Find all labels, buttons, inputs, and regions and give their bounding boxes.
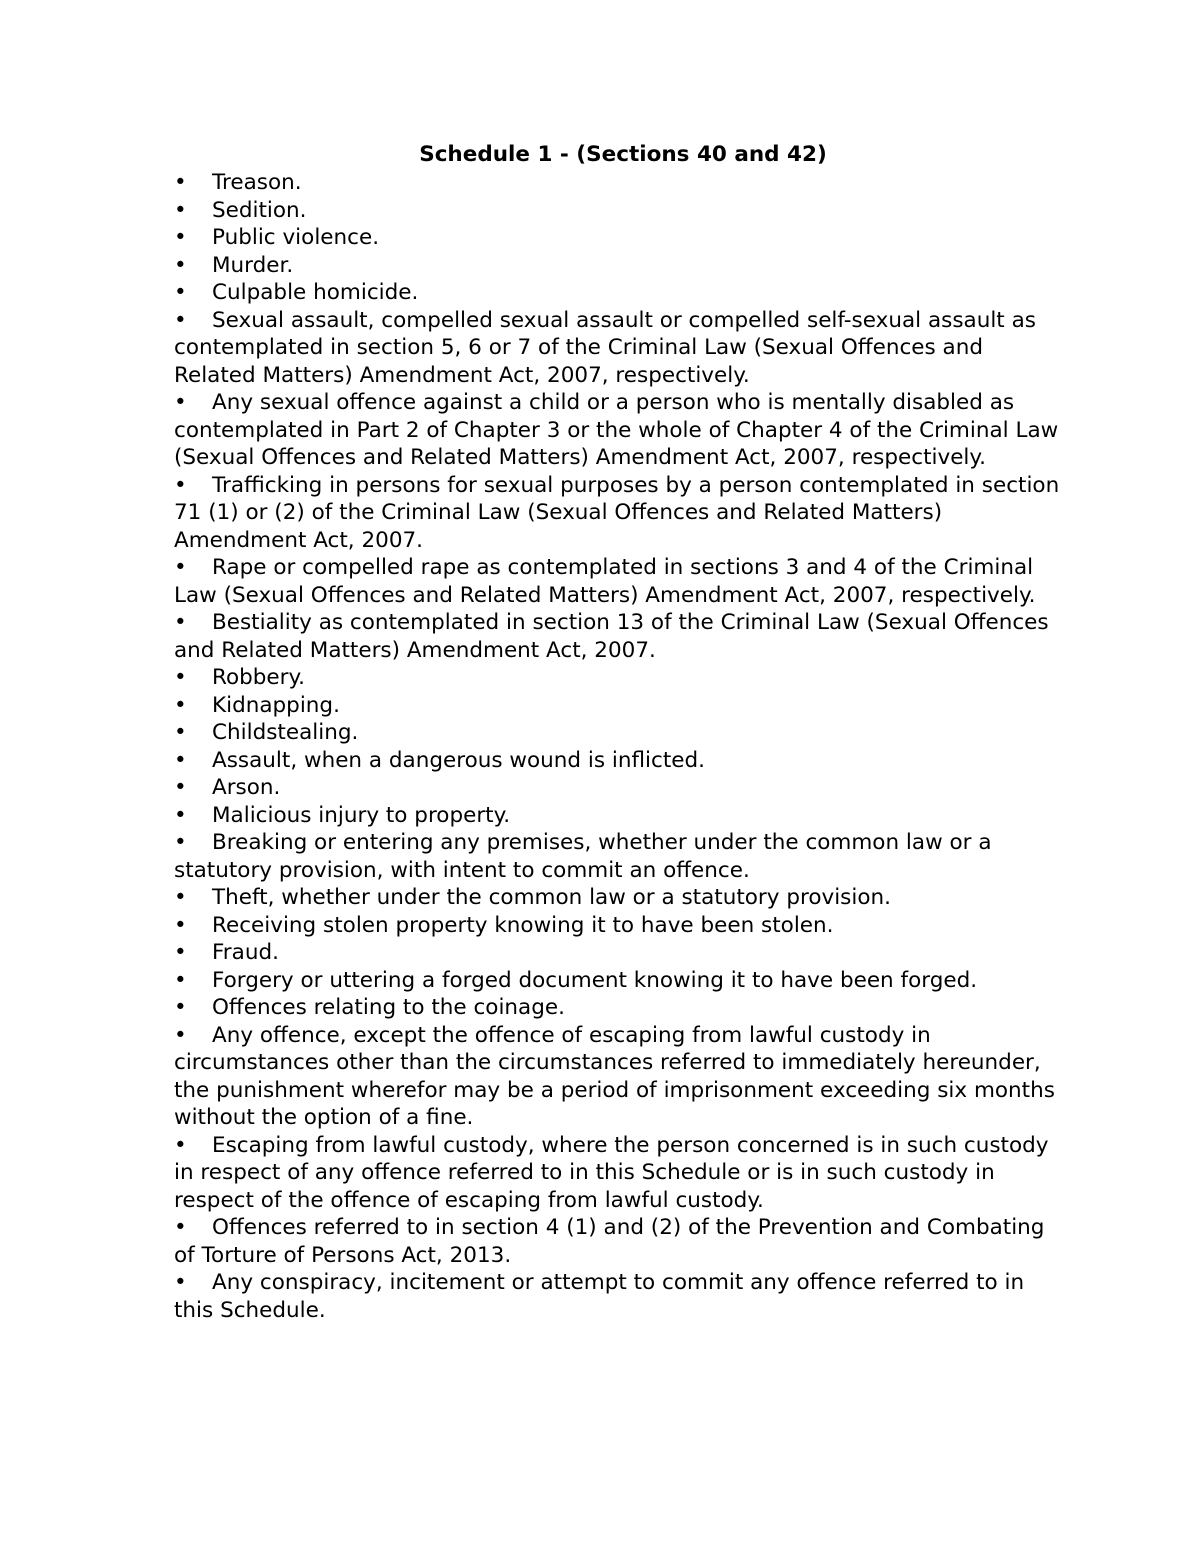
list-item-text: Forgery or uttering a forged document knowing it to have been forged.	[212, 967, 978, 993]
bullet-icon: •	[174, 1215, 187, 1240]
list-item	[174, 1214, 1064, 1269]
list-item	[174, 389, 1064, 472]
list-item-text: Offences referred to in section 4 (1) and (2) of the Prevention and Combating of Torture of Persons Act, 2013.	[174, 1215, 1045, 1268]
bullet-icon: •	[174, 692, 187, 718]
list-item-text: Bestiality as contemplated in section 13 of the Criminal Law (Sexual Offences and Related Matters) Amendment Act, 2007.	[174, 610, 1049, 663]
list-item	[174, 719, 1064, 747]
list-item-text: Malicious injury to property.	[212, 802, 511, 828]
bullet-icon: •	[174, 995, 187, 1020]
list-item	[174, 224, 1064, 252]
list-item-text: Robbery.	[212, 665, 305, 690]
bullet-icon: •	[174, 775, 187, 800]
list-item	[174, 692, 1064, 720]
list-item-text: Childstealing.	[212, 720, 359, 745]
list-item	[174, 884, 1064, 912]
bullet-icon: •	[174, 830, 187, 855]
bullet-icon: •	[174, 940, 187, 965]
bullet-icon: •	[174, 720, 187, 745]
list-item	[174, 1132, 1064, 1215]
list-item	[174, 472, 1064, 555]
list-item	[174, 1022, 1064, 1132]
list-item-text: Trafficking in persons for sexual purposes by a person contemplated in section 71 (1) or (2) of the Criminal Law (Sexual Offences and Related Matters) Amendment Act, 2007.	[174, 472, 1060, 553]
bullet-icon: •	[174, 225, 187, 250]
list-item-text: Murder.	[212, 252, 294, 278]
list-item-text: Theft, whether under the common law or a statutory provision.	[212, 885, 891, 910]
list-item	[174, 774, 1064, 802]
page-title: Schedule 1 - (Sections 40 and 42)	[419, 142, 827, 167]
list-item-text: Any conspiracy, incitement or attempt to commit any offence referred to in this Schedule.	[174, 1270, 1025, 1323]
list-item	[174, 279, 1064, 307]
list-item-text: Any sexual offence against a child or a person who is mentally disabled as contemplated in Part 2 of Chapter 3 or the whole of Chapter 4 of the Criminal Law (Sexual Offences and Related Matters) Amendment Act, 2007, respectively.	[174, 390, 1059, 470]
list-item-text: Any offence, except the offence of escaping from lawful custody in circumstances other than the circumstances referred to immediately hereunder, the punishment wherefor may be a period of imprisonment exceeding six months without the option of a fine.	[174, 1022, 1055, 1130]
schedule-list	[174, 169, 1064, 1324]
list-item	[174, 994, 1064, 1022]
list-item	[174, 609, 1064, 664]
bullet-icon: •	[174, 967, 187, 993]
list-item	[174, 197, 1064, 225]
list-item-text: Offences relating to the coinage.	[212, 995, 565, 1020]
list-item-text: Sedition.	[212, 197, 307, 223]
list-item	[174, 169, 1064, 197]
list-item-text: Assault, when a dangerous wound is inflicted.	[212, 747, 705, 773]
bullet-icon: •	[174, 1132, 187, 1158]
bullet-icon: •	[174, 390, 187, 415]
list-item	[174, 554, 1064, 609]
list-item	[174, 664, 1064, 692]
bullet-icon: •	[174, 1022, 187, 1048]
list-item-text: Escaping from lawful custody, where the person concerned is in such custody in respect of any offence referred to in this Schedule or is in such custody in respect of the offence of escaping from lawful custody.	[174, 1132, 1049, 1213]
bullet-icon: •	[174, 912, 187, 938]
bullet-icon: •	[174, 1270, 187, 1295]
list-item	[174, 1269, 1064, 1324]
list-item-text: Culpable homicide.	[212, 280, 419, 305]
list-item-text: Sexual assault, compelled sexual assault or compelled self-sexual assault as contemplated in section 5, 6 or 7 of the Criminal Law (Sexual Offences and Related Matters) Amendment Act, 2007, respectively.	[174, 307, 1036, 388]
bullet-icon: •	[174, 472, 187, 498]
bullet-icon: •	[174, 610, 187, 635]
bullet-icon: •	[174, 170, 187, 195]
list-item-text: Arson.	[212, 775, 281, 800]
bullet-icon: •	[174, 252, 187, 278]
list-item-text: Fraud.	[212, 940, 279, 965]
list-item-text: Kidnapping.	[212, 692, 340, 718]
list-item	[174, 307, 1064, 390]
list-item-text: Receiving stolen property knowing it to have been stolen.	[212, 912, 834, 938]
bullet-icon: •	[174, 885, 187, 910]
list-item	[174, 912, 1064, 940]
bullet-icon: •	[174, 307, 187, 333]
list-item-text: Breaking or entering any premises, whether under the common law or a statutory provision, with intent to commit an offence.	[174, 830, 992, 883]
document-page	[174, 140, 1064, 1324]
list-item	[174, 939, 1064, 967]
bullet-icon: •	[174, 555, 187, 580]
list-item-text: Treason.	[212, 170, 302, 195]
list-item	[174, 967, 1064, 995]
bullet-icon: •	[174, 665, 187, 690]
list-item	[174, 252, 1064, 280]
bullet-icon: •	[174, 280, 187, 305]
list-item	[174, 802, 1064, 830]
list-item	[174, 747, 1064, 775]
bullet-icon: •	[174, 802, 187, 828]
list-item-text: Public violence.	[212, 225, 380, 250]
bullet-icon: •	[174, 747, 187, 773]
bullet-icon: •	[174, 197, 187, 223]
list-item-text: Rape or compelled rape as contemplated in sections 3 and 4 of the Criminal Law (Sexual Offences and Related Matters) Amendment Act, 2007, respectively.	[174, 555, 1036, 608]
list-item	[174, 829, 1064, 884]
